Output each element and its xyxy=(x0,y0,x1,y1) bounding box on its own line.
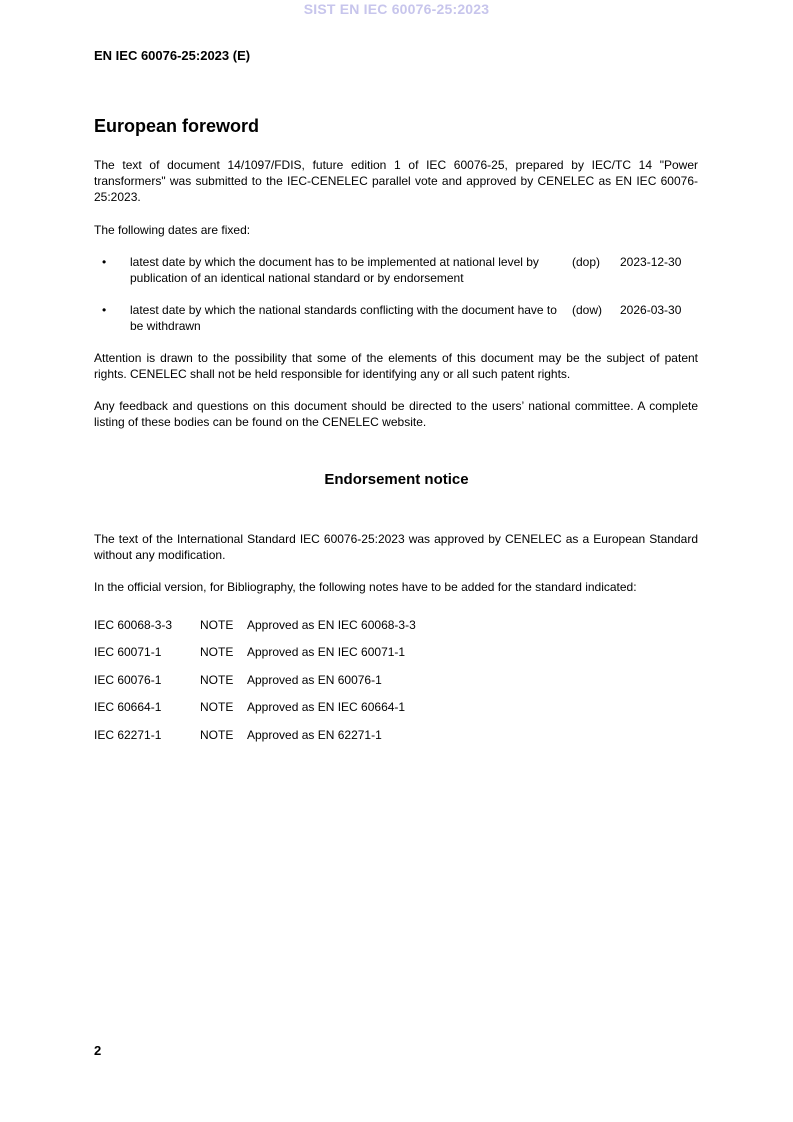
note-reference: IEC 60068-3-3 xyxy=(94,618,173,632)
page-number: 2 xyxy=(94,1043,102,1058)
note-label: NOTE xyxy=(200,673,234,687)
date-item-date: 2023-12-30 xyxy=(620,255,682,269)
note-text: Approved as EN IEC 60664-1 xyxy=(247,700,406,714)
note-label: NOTE xyxy=(200,700,234,714)
note-text: Approved as EN 60076-1 xyxy=(247,673,382,687)
note-label: NOTE xyxy=(200,645,234,659)
date-item-code: (dop) xyxy=(572,255,601,269)
note-text: Approved as EN IEC 60071-1 xyxy=(247,645,406,659)
bullet: • xyxy=(102,255,107,269)
note-text: Approved as EN 62271-1 xyxy=(247,728,382,742)
date-item-code: (dow) xyxy=(572,303,603,317)
note-text: Approved as EN IEC 60068-3-3 xyxy=(247,618,416,632)
endorsement-title: Endorsement notice xyxy=(324,471,469,488)
note-label: NOTE xyxy=(200,728,234,742)
patent-notice: Attention is drawn to the possibility that some of the elements of this document may be the subject of patent rights. CENELEC shall not be held responsible for identifying any or all such patent rights. xyxy=(94,351,698,381)
foreword-title: European foreword xyxy=(94,116,260,136)
date-item-text: latest date by which the document has to be implemented at national level by publication of an identical national standard or by endorsement xyxy=(130,255,539,285)
document-header: EN IEC 60076-25:2023 (E) xyxy=(94,48,251,63)
note-label: NOTE xyxy=(200,618,234,632)
note-reference: IEC 60076-1 xyxy=(94,673,162,687)
watermark: SIST EN IEC 60076-25:2023 xyxy=(303,1,490,17)
bibliography-intro: In the official version, for Bibliography, the following notes have to be added for the standard indicated: xyxy=(94,580,637,594)
dates-intro: The following dates are fixed: xyxy=(94,223,251,237)
note-reference: IEC 60071-1 xyxy=(94,645,162,659)
note-reference: IEC 62271-1 xyxy=(94,728,162,742)
feedback-notice: Any feedback and questions on this document should be directed to the users’ national committee. A complete listing of these bodies can be found on the CENELEC website. xyxy=(94,399,698,429)
date-item-date: 2026-03-30 xyxy=(620,303,682,317)
bullet: • xyxy=(102,303,107,317)
foreword-intro: The text of document 14/1097/FDIS, future edition 1 of IEC 60076-25, prepared by IEC/TC 14 "Power transformers" was submitted to the IEC-CENELEC parallel vote and approved by CENELEC as EN IEC 60076-25:2023. xyxy=(94,158,698,204)
endorsement-text: The text of the International Standard IEC 60076-25:2023 was approved by CENELEC as a European Standard without any modification. xyxy=(94,532,698,562)
note-reference: IEC 60664-1 xyxy=(94,700,162,714)
date-item-text: latest date by which the national standards conflicting with the document have to be withdrawn xyxy=(130,303,557,333)
